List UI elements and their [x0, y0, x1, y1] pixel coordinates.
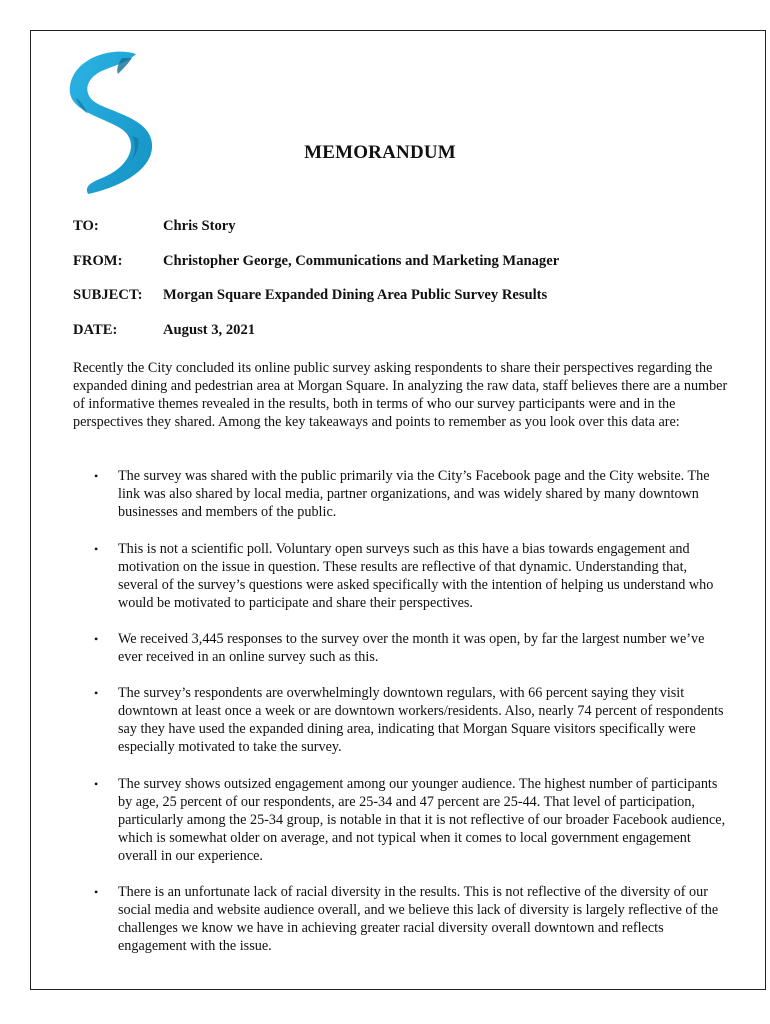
to-value: Chris Story — [163, 218, 236, 234]
bullet-text: The survey shows outsized engagement among our younger audience. The highest number of participants by age, 25 percent of our respondents, are 25-34 and 47 percent are 25-44. That level of participation, particularly among the 25-34 group, is notable in that it is not reflective of our broader Facebook audience, which is somewhat older on average, and not typical when it comes to local government engagement overall in our experience. — [118, 776, 726, 864]
subject-row — [73, 287, 547, 304]
memo-title: MEMORANDUM — [304, 142, 456, 163]
bullet-item — [94, 775, 730, 865]
bullet-item — [94, 540, 730, 612]
date-value: August 3, 2021 — [163, 322, 256, 338]
to-row — [73, 218, 236, 235]
bullet-dot: • — [94, 885, 99, 899]
bullet-item — [94, 630, 730, 666]
from-label: FROM: — [73, 253, 123, 269]
bullet-text: There is an unfortunate lack of racial diversity in the results. This is not reflective of the diversity of our social media and website audience overall, and we believe this lack of diversity is largely reflective of the challenges we know we have in achieving greater racial diversity overall downtown and reflects engagement with the issue. — [118, 884, 719, 954]
from-row — [73, 253, 559, 270]
bullet-dot: • — [94, 686, 99, 700]
from-value: Christopher George, Communications and Marketing Manager — [163, 253, 560, 269]
bullet-item — [94, 883, 730, 955]
bullet-text: The survey was shared with the public primarily via the City’s Facebook page and the City website. The link was also shared by local media, partner organizations, and was widely shared by many downtown businesses and members of the public. — [118, 468, 710, 520]
bullet-dot: • — [94, 777, 99, 791]
bullet-dot: • — [94, 632, 99, 646]
bullet-text: This is not a scientific poll. Voluntary open surveys such as this have a bias towards engagement and motivation on the issue in question. These results are reflective of that dynamic. Understanding that, several of the survey’s questions were asked specifically with the intention of helping us understand who would be motivated to participate and share their perspectives. — [118, 541, 714, 611]
date-label: DATE: — [73, 322, 118, 338]
intro-paragraph: Recently the City concluded its online public survey asking respondents to share their perspectives regarding the expanded dining and pedestrian area at Morgan Square. In analyzing the raw data, staff believes there are a number of informative themes revealed in the results, both in terms of who our survey participants were and in the perspectives they shared. Among the key takeaways and points to remember as you look over this data are: — [73, 360, 728, 430]
city-s-logo-icon — [62, 48, 158, 196]
subject-label: SUBJECT: — [73, 287, 143, 303]
date-row — [73, 322, 255, 339]
bullet-dot: • — [94, 469, 99, 483]
bullet-item — [94, 467, 730, 521]
bullet-text: We received 3,445 responses to the survey over the month it was open, by far the largest number we’ve ever received in an online survey such as this. — [118, 631, 705, 665]
bullet-item — [94, 684, 730, 756]
to-label: TO: — [73, 218, 99, 234]
subject-value: Morgan Square Expanded Dining Area Public Survey Results — [163, 287, 548, 303]
bullet-dot: • — [94, 542, 99, 556]
bullet-text: The survey’s respondents are overwhelmingly downtown regulars, with 66 percent saying they visit downtown at least once a week or are downtown workers/residents. Also, nearly 74 percent of respondents say they have used the expanded dining area, indicating that Morgan Square visitors specifically were especially motivated to take the survey. — [118, 685, 724, 755]
